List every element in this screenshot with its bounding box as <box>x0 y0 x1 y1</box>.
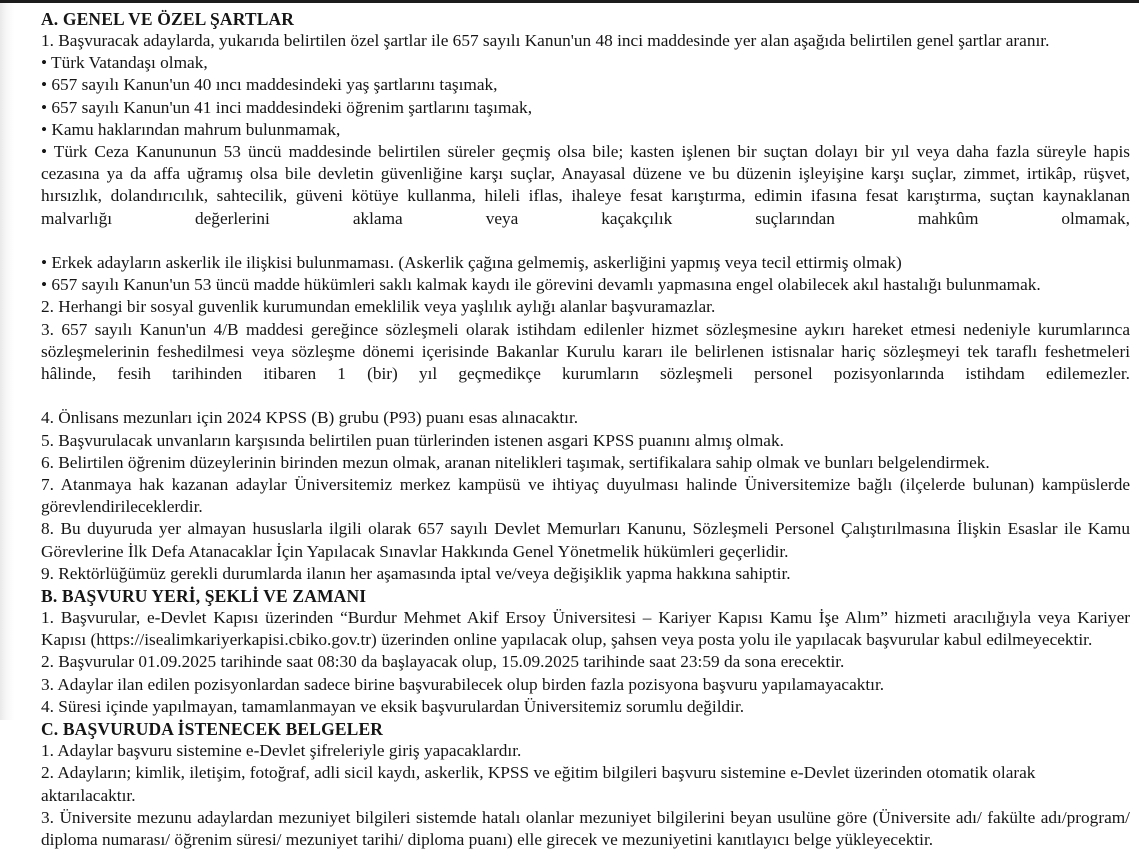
paragraph-a-1: 1. Başvuracak adaylarda, yukarıda belirtilen özel şartlar ile 657 sayılı Kanun'un 48 inci maddesinde yer alan aşağıda belirtilen genel şartlar aranır. <box>41 31 1050 50</box>
document-body <box>0 3 1139 851</box>
section-heading-c: C. BAŞVURUDA İSTENECEK BELGELER <box>41 719 384 740</box>
paragraph-b-3: 3. Adaylar ilan edilen pozisyonlardan sadece birine başvurabilecek olup birden fazla pozisyona başvuru yapılamayacaktır. <box>41 674 885 694</box>
paragraph-a-bullet-4: • Kamu haklarından mahrum bulunmamak, <box>41 119 341 139</box>
paragraph-a-9: 9. Rektörlüğümüz gerekli durumlarda ilanın her aşamasında iptal ve/veya değişiklik yapma hakkına sahiptir. <box>41 563 791 583</box>
paragraph-a-2: 2. Herhangi bir sosyal guvenlik kurumundan emeklilik veya yaşlılık aylığı alanlar başvuramazlar. <box>41 297 716 317</box>
paragraph-a-8: 8. Bu duyuruda yer almayan hususlarla ilgili olarak 657 sayılı Devlet Memurları Kanunu, Sözleşmeli Personel Çalıştırılmasına İlişkin Esaslar ile Kamu Görevlerine İlk Defa Atanacaklar İçin Yapılacak Sınavlar Hakkında Genel Yönetmelik hükümleri geçerlidir. <box>41 519 1130 561</box>
paragraph-a-3: 3. 657 sayılı Kanun'un 4/B maddesi gereğince sözleşmeli olarak istihdam edilenler hizmet sözleşmesine aykırı hareket etmesi nedeniyle kurumlarınca sözleşmelerinin feshedilmesi veya sözleşme dönemi içerisinde Bakanlar Kurulu kararı ile belirlenen istisnalar hariç sözleşmeyi tek taraflı feshetmeleri hâlinde, fesih tarihinden itibaren 1 (bir) yıl geçmedikçe kurumların sözleşmeli personel pozisyonlarında istihdam edilemezler. <box>41 319 1130 384</box>
paragraph-a-bullet-6: • Erkek adayların askerlik ile ilişkisi bulunmaması. (Askerlik çağına gelmemiş, askerliğini yapmış veya tecil ettirmiş olmak) <box>41 253 902 273</box>
paragraph-a-bullet-5: • Türk Ceza Kanununun 53 üncü maddesinde belirtilen süreler geçmiş olsa bile; kasten işlenen bir suçtan dolayı bir yıl veya daha fazla süreyle hapis cezasına ya da affa uğramış olsa bile devletin güvenliğine karşı suçlar, Anayasal düzene ve bu düzenin işleyişine karşı suçlar, zimmet, irtikâp, rüşvet, hırsızlık, dolandırıcılık, sahtecilik, güveni kötüye kullanma, hileli iflas, ihaleye fesat karıştırma, edimin ifasına fesat karıştırma, suçtan kaynaklanan malvarlığı değerlerini aklama veya kaçakçılık suçlarından mahkûm olmamak, <box>41 142 1130 228</box>
paragraph-a-bullet-1: • Türk Vatandaşı olmak, <box>41 53 208 73</box>
paragraph-a-5: 5. Başvurulacak unvanların karşısında belirtilen puan türlerinden istenen asgari KPSS puanını almış olmak. <box>41 430 784 450</box>
paragraph-a-bullet-3: • 657 sayılı Kanun'un 41 inci maddesindeki öğrenim şartlarını taşımak, <box>41 97 533 117</box>
paragraph-a-7: 7. Atanmaya hak kazanan adaylar Üniversitemiz merkez kampüsü ve ihtiyaç duyulması halinde Üniversitemize bağlı (ilçelerde bulunan) kampüslerde görevlendirileceklerdir. <box>41 475 1130 517</box>
paragraph-c-2: 2. Adayların; kimlik, iletişim, fotoğraf, adli sicil kaydı, askerlik, KPSS ve eğitim bilgileri başvuru sistemine e-Devlet üzerinden otomatik olarak aktarılacaktır. <box>41 763 1036 805</box>
section-heading-a: A. GENEL VE ÖZEL ŞARTLAR <box>41 9 295 29</box>
paragraph-a-6: 6. Belirtilen öğrenim düzeylerinin birinden mezun olmak, aranan nitelikleri taşımak, sertifikalara sahip olmak ve bunları belgelendirmek. <box>41 452 990 472</box>
paragraph-b-4: 4. Süresi içinde yapılmayan, tamamlanmayan ve eksik başvurulardan Üniversitemiz sorumlu değildir. <box>41 696 745 716</box>
paragraph-a-4: 4. Önlisans mezunları için 2024 KPSS (B) grubu (P93) puanı esas alınacaktır. <box>41 408 579 428</box>
paragraph-b-1: 1. Başvurular, e-Devlet Kapısı üzerinden “Burdur Mehmet Akif Ersoy Üniversitesi – Kariyer Kapısı Kamu İşe Alım” hizmeti aracılığıyla veya Kariyer Kapısı (https://isealimkariyerkapisi.cbiko.gov.tr) üzerinden online yapılacak olup, şahsen veya posta yolu ile yapılacak başvurular kabul edilmeyecektir. <box>41 608 1130 650</box>
paragraph-c-3: 3. Üniversite mezunu adaylardan mezuniyet bilgileri sistemde hatalı olanlar mezuniyet bilgilerini beyan usulüne göre (Üniversite adı/ fakülte adı/program/ diploma numarası/ öğrenim süresi/ mezuniyet tarihi/ diploma puanı) elle girecek ve mezuniyetini kanıtlayıcı belge yükleyecektir. <box>41 807 1130 849</box>
paragraph-c-1: 1. Adaylar başvuru sistemine e-Devlet şifreleriyle giriş yapacaklardır. <box>41 741 522 761</box>
paragraph-a-bullet-2: • 657 sayılı Kanun'un 40 ıncı maddesindeki yaş şartlarını taşımak, <box>41 75 498 95</box>
section-heading-b: B. BAŞVURU YERİ, ŞEKLİ VE ZAMANI <box>41 586 367 607</box>
paragraph-b-2: 2. Başvurular 01.09.2025 tarihinde saat 08:30 da başlayacak olup, 15.09.2025 tarihinde saat 23:59 da sona erecektir. <box>41 652 845 672</box>
paragraph-a-bullet-7: • 657 sayılı Kanun'un 53 üncü madde hükümleri saklı kalmak kaydı ile görevini devamlı yapmasına engel olabilecek akıl hastalığı bulunmamak. <box>41 275 1041 295</box>
